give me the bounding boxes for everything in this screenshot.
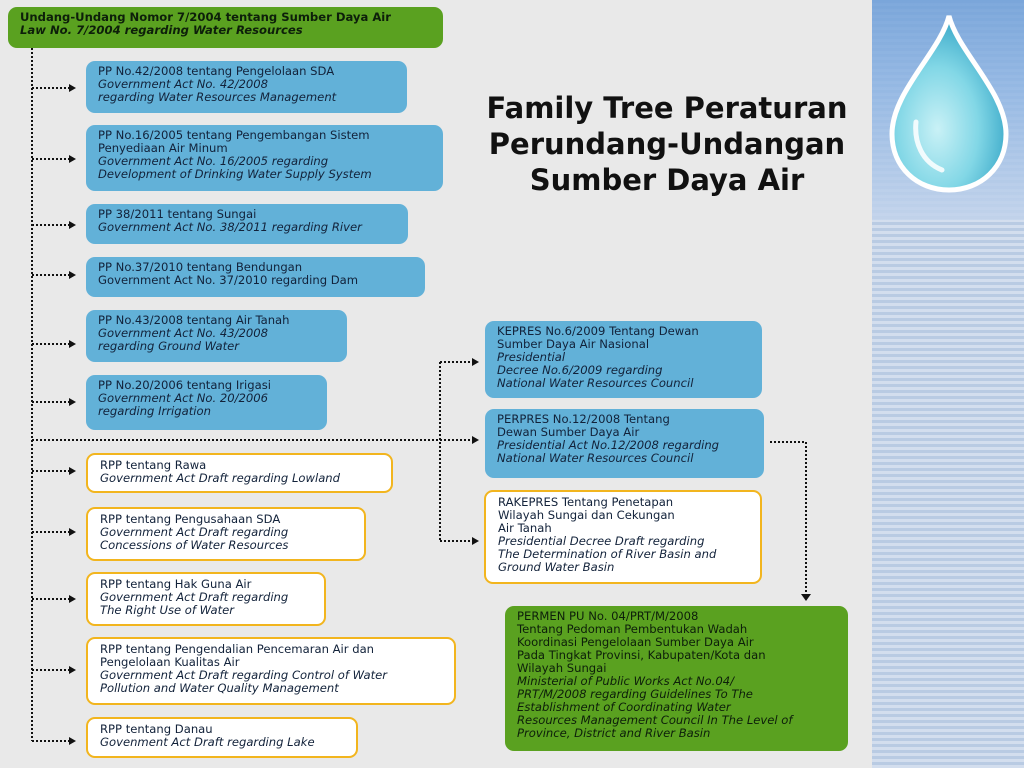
title-line-1: Family Tree Peraturan — [486, 91, 848, 125]
draft-box — [86, 453, 393, 493]
draft-name: RPP tentang Danau — [100, 722, 213, 736]
regulation-english: Government Act No. 42/2008 regarding Water Resources Management — [98, 77, 337, 104]
regulation-name: PP 38/2011 tentang Sungai — [98, 207, 257, 221]
regulation-english: Government Act No. 43/2008 regarding Ground Water — [98, 326, 269, 353]
presidential-english: Presidential Decree No.6/2009 regarding National Water Resources Council — [497, 350, 694, 390]
ministerial-name: PERMEN PU No. 04/PRT/M/2008 Tentang Pedoman Pembentukan Wadah Koordinasi Pengelolaan Sumber Daya Air Pada Tingkat Provinsi, Kabupaten/Kota dan Wilayah Sungai — [517, 609, 766, 675]
regulation-english: Government Act No. 16/2005 regarding Development of Drinking Water Supply System — [98, 154, 372, 181]
regulation-name: PP No.42/2008 tentang Pengelolaan SDA — [98, 64, 335, 78]
arrow-head — [69, 340, 76, 348]
arrow-head — [69, 398, 76, 406]
arrow-head — [69, 666, 76, 674]
arrow-head — [69, 528, 76, 536]
presidential-english: Presidential Act No.12/2008 regarding National Water Resources Council — [497, 438, 720, 465]
water-drop-icon — [888, 12, 1010, 194]
draft-name: RPP tentang Hak Guna Air — [100, 577, 252, 591]
draft-english: Government Act Draft regarding Control of Water Pollution and Water Quality Management — [100, 668, 388, 695]
regulation-name: PP No.20/2006 tentang Irigasi — [98, 378, 271, 392]
draft-name: RPP tentang Pengendalian Pencemaran Air dan Pengelolaan Kualitas Air — [100, 642, 375, 669]
draft-box — [86, 637, 456, 705]
regulation-box — [86, 257, 425, 297]
arrow-head — [69, 84, 76, 92]
presidential-name: PERPRES No.12/2008 Tentang Dewan Sumber Daya Air — [497, 412, 670, 439]
title-line-2: Perundang-Undangan — [488, 127, 846, 161]
regulation-name: PP No.37/2010 tentang Bendungan Government Act No. 37/2010 regarding Dam — [98, 260, 359, 287]
presidential-box — [485, 409, 764, 478]
root-law-box — [8, 7, 443, 48]
page-title — [472, 90, 862, 198]
regulation-box — [86, 125, 443, 191]
regulation-box — [86, 310, 347, 362]
draft-name: RPP tentang Rawa — [100, 458, 207, 472]
arrow-head — [472, 358, 479, 366]
draft-english: Government Act Draft regarding Lowland — [100, 471, 341, 485]
arrow-head — [69, 467, 76, 475]
arrow-head — [472, 436, 479, 444]
root-law-english: Law No. 7/2004 regarding Water Resources — [20, 23, 303, 37]
regulation-name: PP No.16/2005 tentang Pengembangan Sistem Penyediaan Air Minum — [98, 128, 370, 155]
arrow-head — [69, 271, 76, 279]
arrow-head — [69, 221, 76, 229]
arrow-head — [69, 155, 76, 163]
regulation-name: PP No.43/2008 tentang Air Tanah — [98, 313, 290, 327]
arrow-head — [472, 537, 479, 545]
arrow-head — [801, 594, 811, 601]
presidential-draft-box — [484, 490, 762, 584]
presidential-name: RAKEPRES Tentang Penetapan Wilayah Sungai dan Cekungan Air Tanah — [498, 495, 675, 535]
title-line-3: Sumber Daya Air — [529, 163, 805, 197]
arrow-head — [69, 737, 76, 745]
presidential-english: Presidential Decree Draft regarding The Determination of River Basin and Ground Water Basin — [498, 534, 717, 574]
arrow-head — [69, 595, 76, 603]
regulation-box — [86, 375, 327, 430]
regulation-english: Government Act No. 20/2006 regarding Irrigation — [98, 391, 269, 418]
regulation-box — [86, 61, 407, 113]
draft-name: RPP tentang Pengusahaan SDA — [100, 512, 281, 526]
draft-box — [86, 717, 358, 758]
draft-english: Government Act Draft regarding The Right Use of Water — [100, 590, 289, 617]
root-law-name: Undang-Undang Nomor 7/2004 tentang Sumber Daya Air — [20, 10, 391, 24]
presidential-box — [485, 321, 762, 398]
draft-box — [86, 572, 326, 626]
draft-box — [86, 507, 366, 561]
regulation-box — [86, 204, 408, 244]
ministerial-box — [505, 606, 848, 751]
regulation-english: Government Act No. 38/2011 regarding River — [98, 220, 362, 234]
draft-english: Government Act Draft regarding Concessions of Water Resources — [100, 525, 289, 552]
draft-english: Govenment Act Draft regarding Lake — [100, 735, 315, 749]
presidential-name: KEPRES No.6/2009 Tentang Dewan Sumber Daya Air Nasional — [497, 324, 699, 351]
ministerial-english: Ministerial of Public Works Act No.04/ PRT/M/2008 regarding Guidelines To The Establishment of Coordinating Water Resources Management Council In The Level of Province, District and River Basin — [517, 674, 793, 740]
